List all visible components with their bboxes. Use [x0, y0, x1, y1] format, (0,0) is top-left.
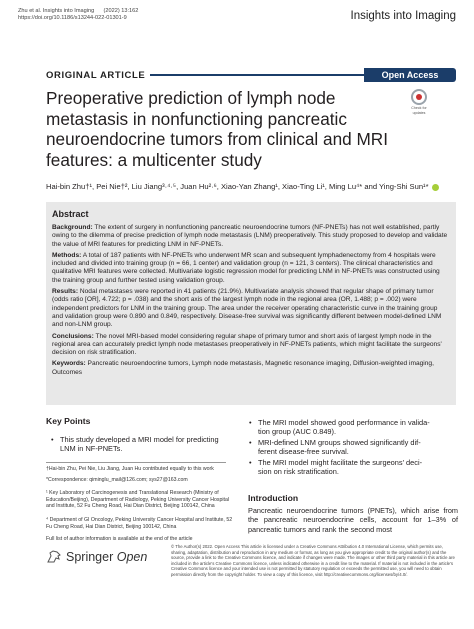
abstract-background: Background: The extent of surgery in nonfunctioning pancreatic neuroendocrine tumors (NF-PNETs) has not well established, partly owing to the dilemma of precise prediction of lymph node metastasis (LNM) preoperatively. This study proposed to develop and validate the value of MRI features for predicting LNM in NF-PNETs. — [52, 224, 448, 248]
key-point-right-1: • The MRI model showed good performance in valida- tion group (AUC 0.849). — [249, 418, 430, 436]
article-banner — [0, 68, 474, 82]
introduction-text: Pancreatic neuroendocrine tumors (PNETs), which arise from the pancreatic neuroendocrine cells, account for 1–3% of pancreatic tumors and rank the second most — [248, 506, 458, 534]
abstract — [46, 202, 456, 405]
doi-link[interactable]: https://doi.org/10.1186/s13244-022-01301-9 — [18, 15, 127, 22]
abstract-heading: Abstract — [52, 209, 89, 219]
crossmark-button[interactable] — [405, 89, 433, 119]
crossmark-icon — [411, 89, 427, 105]
abstract-results: Results: Nodal metastases were reported in 41 patients (21.9%). Multivariate analysis showed that regular shape of primary tumor (odds ratio [OR], 4.722; p = .038) and the short axis of the largest lymph node in the regional area (OR, 1.488; p = .002) were independent predictors for LNM in the training group. The area under the receiver operating characteristic curve in the training group and validation group were 0.890 and 0.849, respectively. Disease-free survival was significantly different between model-defined LNM and non-LNM group. — [52, 288, 442, 329]
footnote-full-list: Full list of author information is available at the end of the article — [46, 536, 193, 542]
article-title: Preoperative prediction of lymph node metastasis in nonfunctioning pancreatic neuroendocrine tumors from clinical and MRI features: a multicenter study — [46, 88, 388, 170]
journal-name: Insights into Imaging — [350, 10, 456, 22]
footnote-equal: †Hai-bin Zhu, Pei Nie, Liu Jiang, Juan Hu contributed equally to this work — [46, 466, 214, 472]
banner-rule — [150, 74, 364, 76]
abstract-keywords: Keywords: Pancreatic neuroendocrine tumors, Lymph node metastasis, Magnetic resonance imaging, Diffusion-weighted imaging, Outcomes — [52, 360, 434, 376]
key-point-right-2: • MRI-defined LNM groups showed significantly dif- ferent disease-free survival. — [249, 438, 421, 456]
crossmark-label-2: updates — [412, 111, 426, 115]
footnote-affiliation-1: ¹ Key Laboratory of Carcinogenesis and Translational Research (Ministry of Education/Beijing), Department of Radiology, Peking University Cancer Hospital and Institute, 52 Fu Cheng Road, Hai Dian District, Beijing 100142, China — [46, 490, 229, 509]
citation-year: (2022) 13:162 — [103, 8, 139, 14]
footnote-affiliation-4: ⁴ Department of GI Oncology, Peking University Cancer Hospital and Institute, 52 Fu Cheng Road, Hai Dian District, Beijing 100142, China — [46, 517, 233, 530]
author-names: Hai-bin Zhu†¹, Pei Nie†², Liu Jiang³·⁴·⁵, Juan Hu²·⁶, Xiao-Yan Zhang¹, Xiao-Ting Li¹, Ming Lu⁴* and Ying-Shi Sun¹* — [46, 182, 429, 191]
key-points-heading: Key Points — [46, 416, 91, 426]
author-list — [46, 182, 456, 191]
introduction-heading: Introduction — [248, 493, 299, 503]
key-point-left: • This study developed a MRI model for predicting LNM in NF-PNETs. — [51, 435, 219, 453]
citation — [18, 8, 138, 23]
footnote-correspondence[interactable]: *Correspondence: qiminglu_mail@126.com; sys27@163.com — [46, 477, 188, 483]
footnote-rule — [46, 462, 226, 463]
open-access-badge: Open Access — [364, 68, 456, 82]
crossmark-label-1: Check for — [411, 106, 427, 110]
orcid-icon[interactable] — [432, 184, 439, 191]
abstract-conclusions: Conclusions: The novel MRI-based model considering regular shape of primary tumor and short axis of largest lymph node in the regional area can accurately predict lymph node metastases preoperatively in NF-PNETs patients, which might facilitate the surgeons' decision on risk stratification. — [52, 332, 442, 357]
springer-horse-icon — [46, 550, 62, 564]
abstract-methods: Methods: A total of 187 patients with NF-PNETs who underwent MR scan and subsequent lymphadenectomy from 4 hospitals were included and divided into training group (n = 66, 1 center) and validation group (n = 121, 3 centers). The clinical characteristics and qualitative MRI features were collected. Multivariate logistic regression model for predicting LNM in NF-PNETs was constructed using the training group and further tested using validation group. — [52, 251, 440, 284]
article-type: ORIGINAL ARTICLE — [46, 70, 146, 81]
key-point-right-3: • The MRI model might facilitate the surgeons' deci- sion on risk stratification. — [249, 458, 423, 476]
license-text: © The Author(s) 2022. Open Access This article is licensed under a Creative Commons Attribution 4.0 International License, which permits use, sharing, adaptation, distribution and reproduction in any medium or format, as long as you give appropriate credit to the original author(s) and the source, provide a link to the Creative Commons licence, and indicate if changes were made. The images or other third party material in this article are included in the article's Creative Commons licence, unless indicated otherwise in a credit line to the material. If material is not included in the article's Creative Commons licence and your intended use is not permitted by statutory regulation or exceeds the permitted use, you will need to obtain permission directly from the copyright holder. To view a copy of this licence, visit http://creativecommons.org/licenses/by/4.0/. — [171, 544, 455, 577]
citation-journal: Zhu et al. Insights into Imaging — [18, 8, 95, 14]
